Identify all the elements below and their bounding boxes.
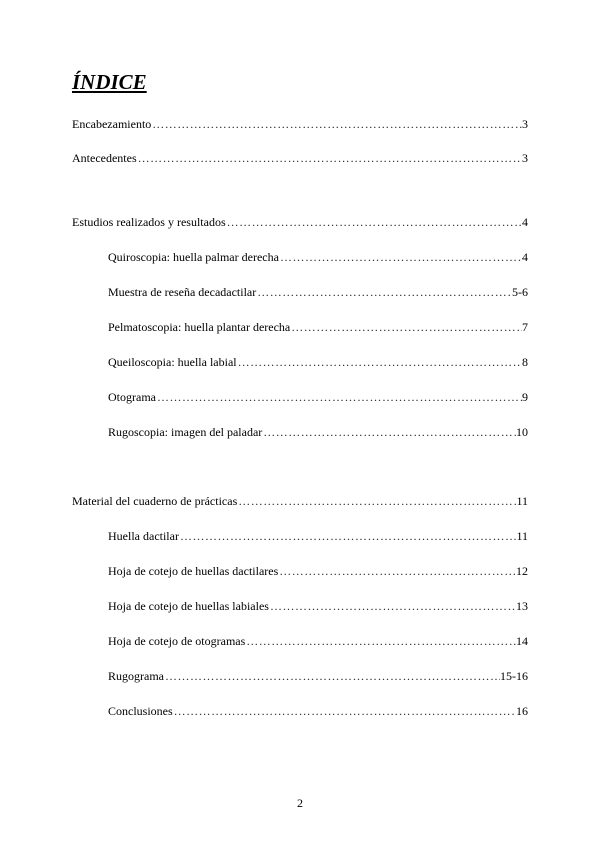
toc-entry-cotejo-otogramas[interactable] [108, 633, 528, 649]
dot-leader [262, 424, 516, 440]
toc-entry-page: 4 [522, 250, 528, 264]
toc-entry-page: 3 [522, 117, 528, 131]
toc-entry-label: Otograma [108, 390, 156, 404]
toc-entry-page: 4 [522, 215, 528, 229]
toc-entry-label: Rugograma [108, 669, 164, 683]
toc-entry-page: 11 [516, 529, 528, 543]
toc-entry-label: Estudios realizados y resultados [72, 215, 226, 229]
dot-leader [173, 703, 516, 719]
toc-entry-page: 8 [522, 355, 528, 369]
dot-leader [237, 354, 522, 370]
dot-leader [278, 563, 516, 579]
toc-entry-estudios[interactable] [72, 214, 528, 230]
toc-entry-page: 5-6 [512, 285, 528, 299]
toc-entry-page: 12 [516, 564, 528, 578]
toc-entry-label: Antecedentes [72, 151, 137, 165]
toc-entry-label: Hoja de cotejo de huellas dactilares [108, 564, 279, 578]
toc-entry-cotejo-dactilares[interactable] [108, 563, 528, 579]
toc-entry-page: 10 [516, 425, 528, 439]
toc-entry-page: 9 [522, 390, 528, 404]
dot-leader [256, 284, 512, 300]
toc-entry-otograma[interactable] [108, 389, 528, 405]
toc-entry-quiroscopia[interactable] [108, 249, 528, 265]
toc-entry-resena-decadactilar[interactable] [108, 284, 528, 300]
dot-leader [237, 493, 516, 509]
toc-entry-label: Hoja de cotejo de otogramas [108, 634, 246, 648]
toc-entry-page: 11 [516, 494, 528, 508]
dot-leader [137, 150, 522, 166]
dot-leader [179, 528, 516, 544]
toc-entry-label: Encabezamiento [72, 117, 152, 131]
dot-leader [279, 249, 522, 265]
page-number: 2 [297, 796, 303, 810]
toc-entry-conclusiones[interactable] [108, 703, 528, 719]
toc-entry-page: 7 [522, 320, 528, 334]
toc-entry-page: 14 [516, 634, 528, 648]
toc-entry-page: 3 [522, 151, 528, 165]
toc-entry-label: Queiloscopia: huella labial [108, 355, 237, 369]
toc-entry-label: Conclusiones [108, 704, 173, 718]
toc-entry-pelmatoscopia[interactable] [108, 319, 528, 335]
dot-leader [290, 319, 522, 335]
toc-entry-page: 16 [516, 704, 528, 718]
toc-entry-label: Hoja de cotejo de huellas labiales [108, 599, 269, 613]
toc-entry-page: 15-16 [500, 669, 528, 683]
dot-leader [156, 389, 522, 405]
toc-entry-queiloscopia[interactable] [108, 354, 528, 370]
dot-leader [151, 116, 522, 132]
toc-entry-antecedentes[interactable] [72, 150, 528, 166]
toc-entry-label: Muestra de reseña decadactilar [108, 285, 257, 299]
toc-entry-label: Pelmatoscopia: huella plantar derecha [108, 320, 291, 334]
toc-entry-label: Material del cuaderno de prácticas [72, 494, 238, 508]
page-title: ÍNDICE [72, 70, 147, 94]
toc-entry-page: 13 [516, 599, 528, 613]
toc-entry-label: Quiroscopia: huella palmar derecha [108, 250, 279, 264]
dot-leader [269, 598, 516, 614]
dot-leader [164, 668, 500, 684]
dot-leader [245, 633, 516, 649]
toc-entry-rugograma[interactable] [108, 668, 528, 684]
toc-entry-rugoscopia[interactable] [108, 424, 528, 440]
toc-entry-cotejo-labiales[interactable] [108, 598, 528, 614]
toc-entry-label: Rugoscopia: imagen del paladar [108, 425, 263, 439]
toc-entry-material-cuaderno[interactable] [72, 493, 528, 509]
toc-entry-encabezamiento[interactable] [72, 116, 528, 132]
toc-entry-label: Huella dactilar [108, 529, 179, 543]
dot-leader [226, 214, 522, 230]
toc-entry-huella-dactilar[interactable] [108, 528, 528, 544]
